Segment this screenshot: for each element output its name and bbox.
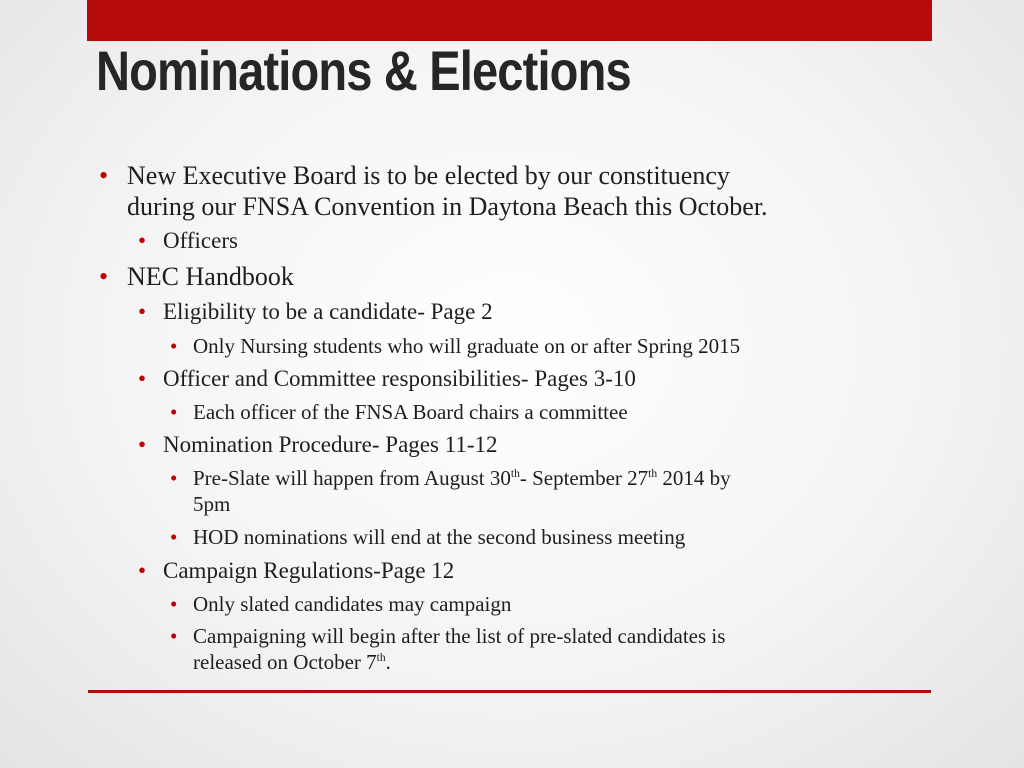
bullet-marker: • [170,592,178,616]
pre-slate-text-1: Pre-Slate will happen from August 30 [193,466,511,490]
footer-divider [88,690,931,693]
bullet-officer-responsibilities: Officer and Committee responsibilities- Pages 3-10 [163,366,636,391]
bullet-slated-candidates: Only slated candidates may campaign [193,592,512,616]
campaign-start-superscript: th [376,651,386,664]
bullet-nomination-procedure: Nomination Procedure- Pages 11-12 [163,432,498,457]
bullet-officers: Officers [163,228,238,253]
bullet-pre-slate-line2: 5pm [193,492,231,516]
campaign-start-text-2: . [385,650,391,674]
bullet-marker: • [138,228,147,253]
pre-slate-superscript-1: th [510,467,520,480]
bullet-graduation-requirement: Only Nursing students who will graduate on or after Spring 2015 [193,334,741,358]
pre-slate-text-2: - September 27 [519,466,649,490]
bullet-pre-slate-line1 [193,465,731,492]
bullet-executive-board-line2: during our FNSA Convention in Daytona Beach this October. [127,192,768,221]
bullet-marker: • [138,366,147,391]
pre-slate-superscript-2: th [648,467,658,480]
bullet-marker: • [170,334,178,358]
campaign-start-text-1: released on October 7 [193,650,377,674]
slide-title: Nominations & Elections [96,39,631,102]
bullet-marker: • [99,262,109,291]
bullet-marker: • [170,400,178,424]
bullet-campaign-start-line1: Campaigning will begin after the list of pre-slated candidates is [193,624,726,648]
pre-slate-text-3: 2014 by [657,466,731,490]
bullet-marker: • [170,466,178,490]
bullet-campaign-regulations: Campaign Regulations-Page 12 [163,558,455,583]
bullet-marker: • [138,558,147,583]
bullet-executive-board-line1: New Executive Board is to be elected by our constituency [127,161,730,190]
bullet-marker: • [138,299,147,324]
bullet-nec-handbook: NEC Handbook [127,262,294,291]
bullet-eligibility: Eligibility to be a candidate- Page 2 [163,299,493,324]
bullet-marker: • [99,161,109,190]
bullet-marker: • [170,624,178,648]
bullet-marker: • [138,432,147,457]
bullet-marker: • [170,525,178,549]
bullet-officer-chairs: Each officer of the FNSA Board chairs a committee [193,400,628,424]
bullet-hod-nominations: HOD nominations will end at the second business meeting [193,525,686,549]
bullet-campaign-start-line2 [193,649,391,676]
